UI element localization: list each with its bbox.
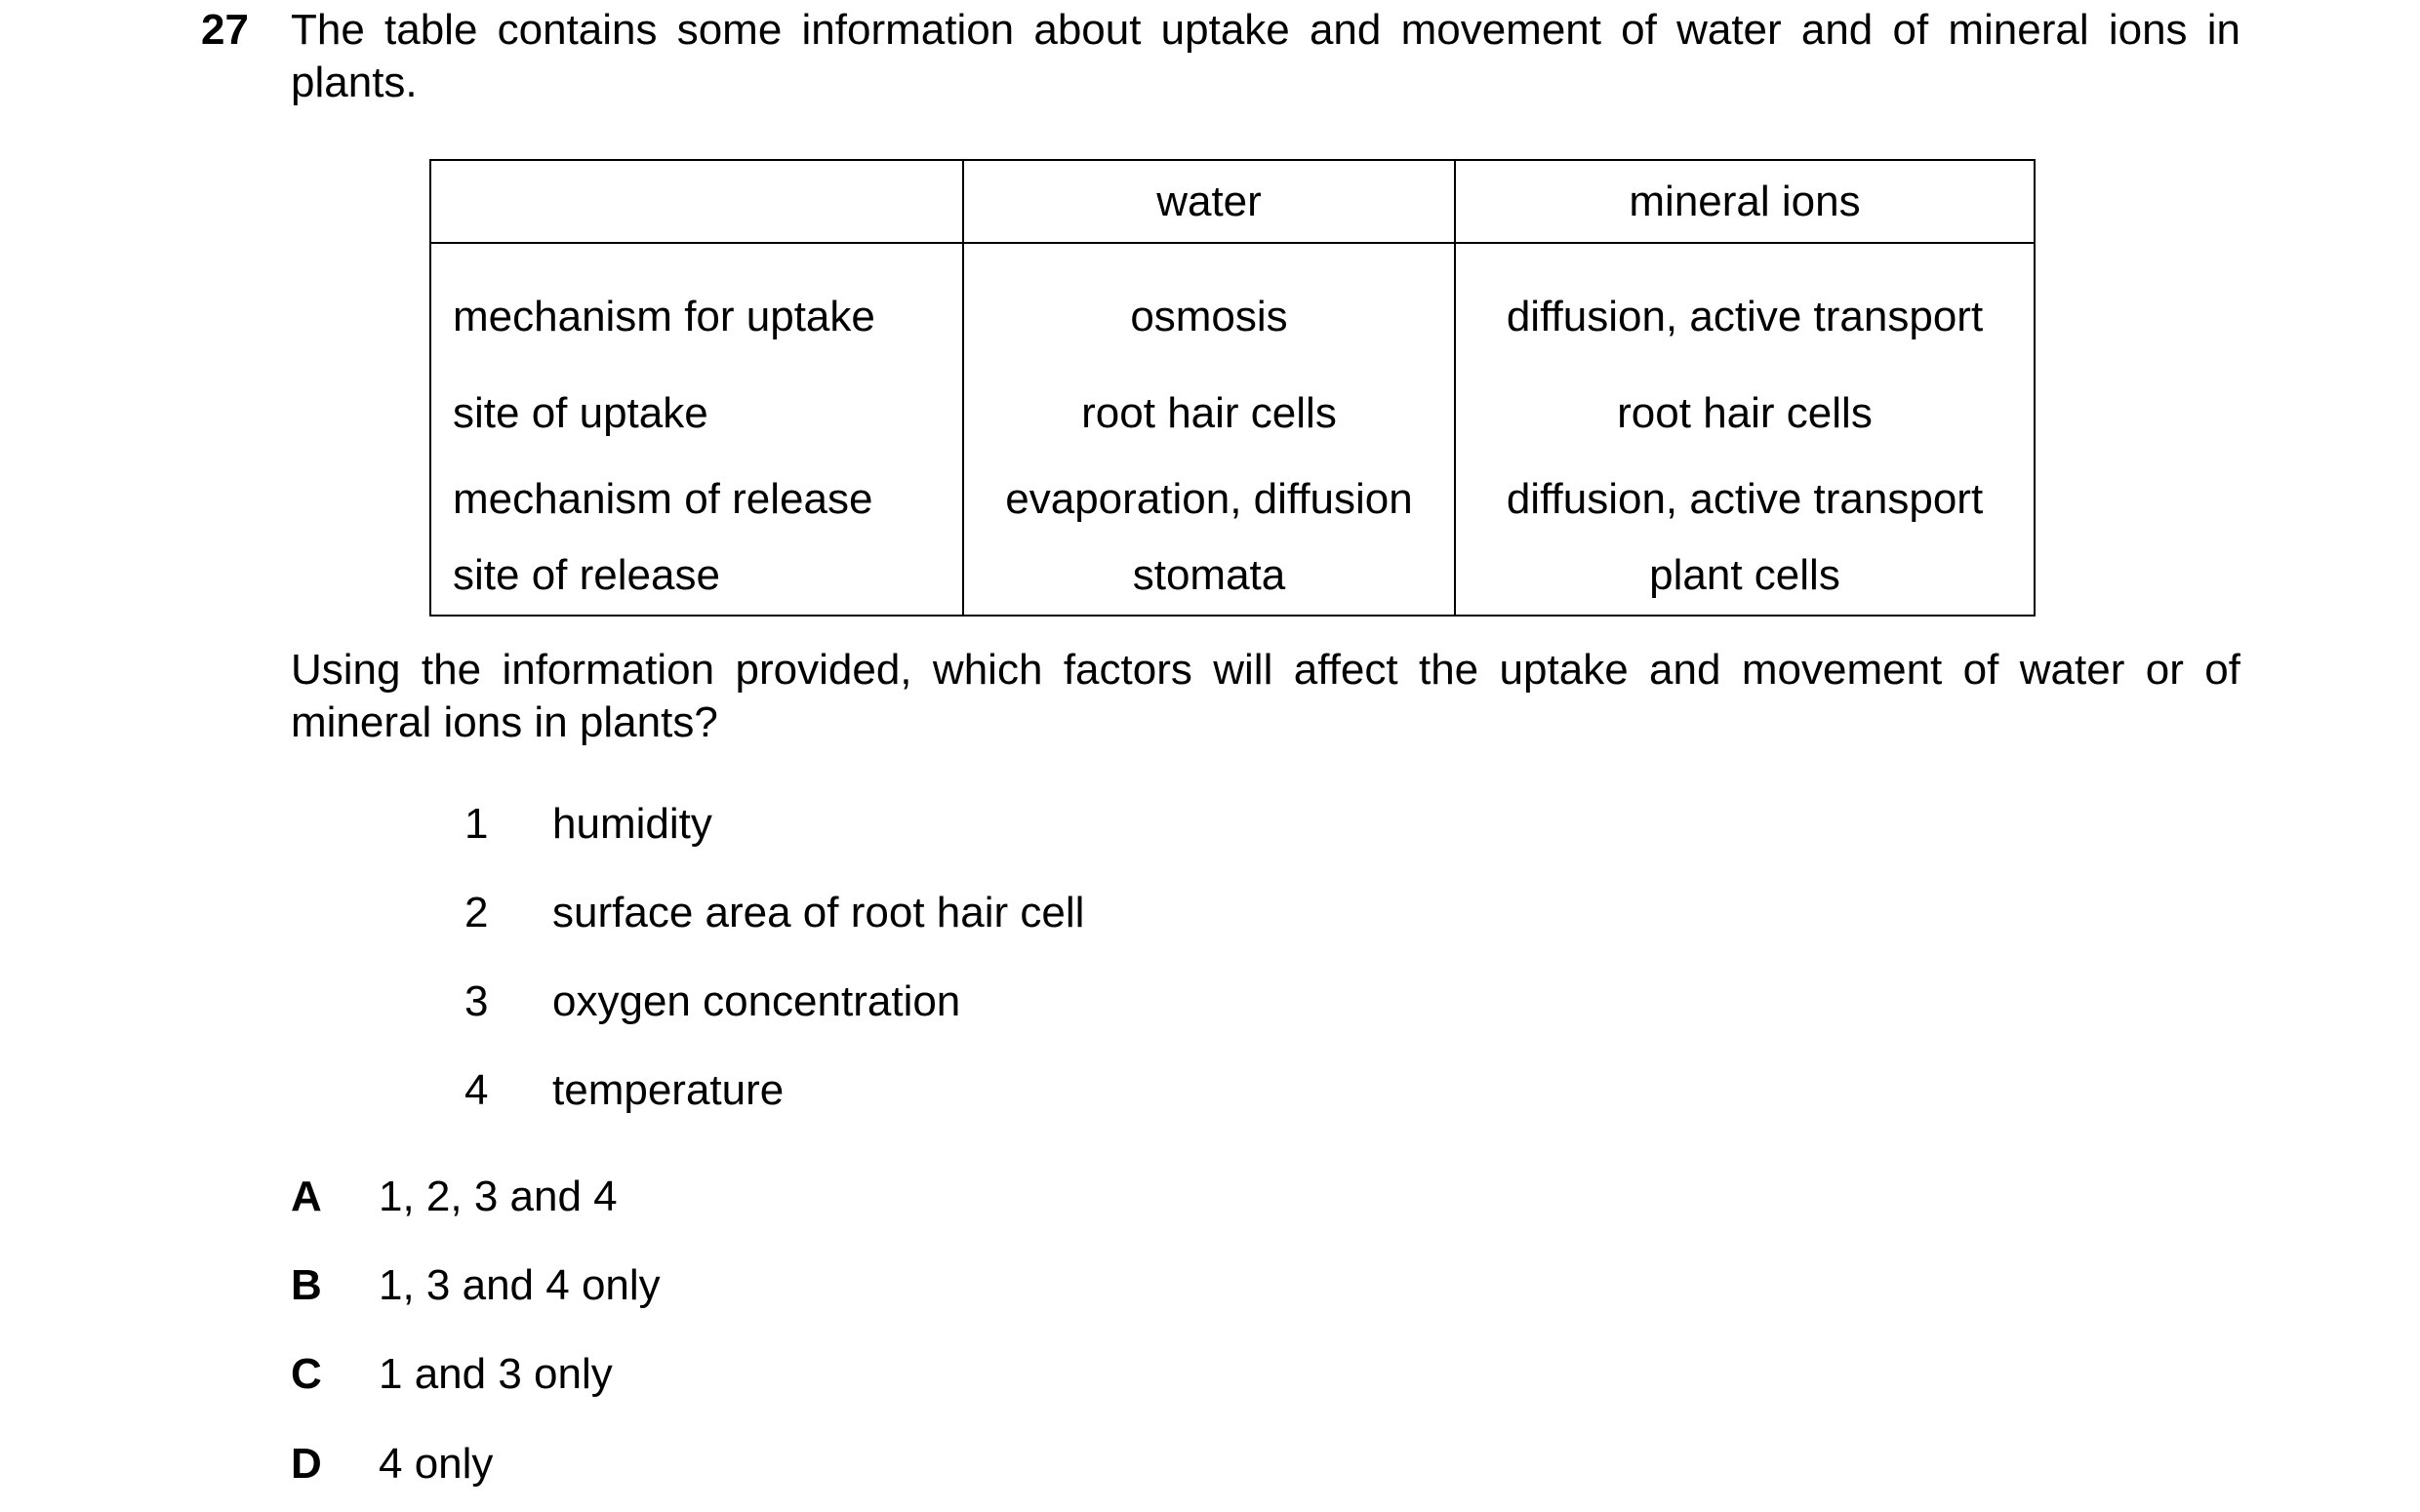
question-number: 27 xyxy=(201,6,249,54)
option-letter: C xyxy=(291,1350,322,1398)
table-row xyxy=(430,371,2035,457)
option-text: 1, 3 and 4 only xyxy=(379,1261,661,1309)
answer-option-a[interactable] xyxy=(291,1171,618,1223)
table-cell: root hair cells xyxy=(1455,371,2035,457)
table-row xyxy=(430,542,2035,616)
info-table xyxy=(429,159,2036,617)
question-stem: The table contains some information about uptake and movement of water and of mineral ions in plants. xyxy=(291,6,2240,106)
answer-option-d[interactable] xyxy=(291,1438,493,1491)
table-row-label: site of uptake xyxy=(430,371,963,457)
answer-option-c[interactable] xyxy=(291,1348,613,1401)
table-cell: diffusion, active transport xyxy=(1455,457,2035,542)
statement-number: 3 xyxy=(464,977,489,1025)
table-header-cell: mineral ions xyxy=(1455,160,2035,243)
statement-item xyxy=(464,887,1084,939)
table-header-cell: water xyxy=(963,160,1455,243)
statement-text: temperature xyxy=(552,1066,785,1114)
table-row-label: mechanism of release xyxy=(430,457,963,542)
statement-text: oxygen concentration xyxy=(552,977,961,1025)
table-cell: root hair cells xyxy=(963,371,1455,457)
table-cell: evaporation, diffusion xyxy=(963,457,1455,542)
statement-text: humidity xyxy=(552,800,712,848)
table-cell: plant cells xyxy=(1455,542,2035,616)
answer-option-b[interactable] xyxy=(291,1259,661,1312)
table-row xyxy=(430,457,2035,542)
statement-number: 4 xyxy=(464,1066,489,1114)
table-row-label: site of release xyxy=(430,542,963,616)
table-cell: diffusion, active transport xyxy=(1455,243,2035,371)
option-letter: A xyxy=(291,1173,322,1220)
option-letter: D xyxy=(291,1440,322,1488)
question-prompt: Using the information provided, which factors will affect the uptake and movement of water or of mineral ions in plants? xyxy=(291,646,2240,746)
statement-text: surface area of root hair cell xyxy=(552,889,1085,936)
option-letter: B xyxy=(291,1261,322,1309)
statement-item xyxy=(464,1064,784,1117)
table-row xyxy=(430,243,2035,371)
statement-number: 1 xyxy=(464,800,489,848)
statement-item xyxy=(464,798,712,851)
option-text: 1 and 3 only xyxy=(379,1350,613,1398)
statement-item xyxy=(464,975,960,1028)
table-header-cell xyxy=(430,160,963,243)
option-text: 4 only xyxy=(379,1440,494,1488)
table-header-row xyxy=(430,160,2035,243)
table-row-label: mechanism for uptake xyxy=(430,243,963,371)
statement-number: 2 xyxy=(464,889,489,936)
option-text: 1, 2, 3 and 4 xyxy=(379,1173,618,1220)
table-cell: osmosis xyxy=(963,243,1455,371)
table-cell: stomata xyxy=(963,542,1455,616)
